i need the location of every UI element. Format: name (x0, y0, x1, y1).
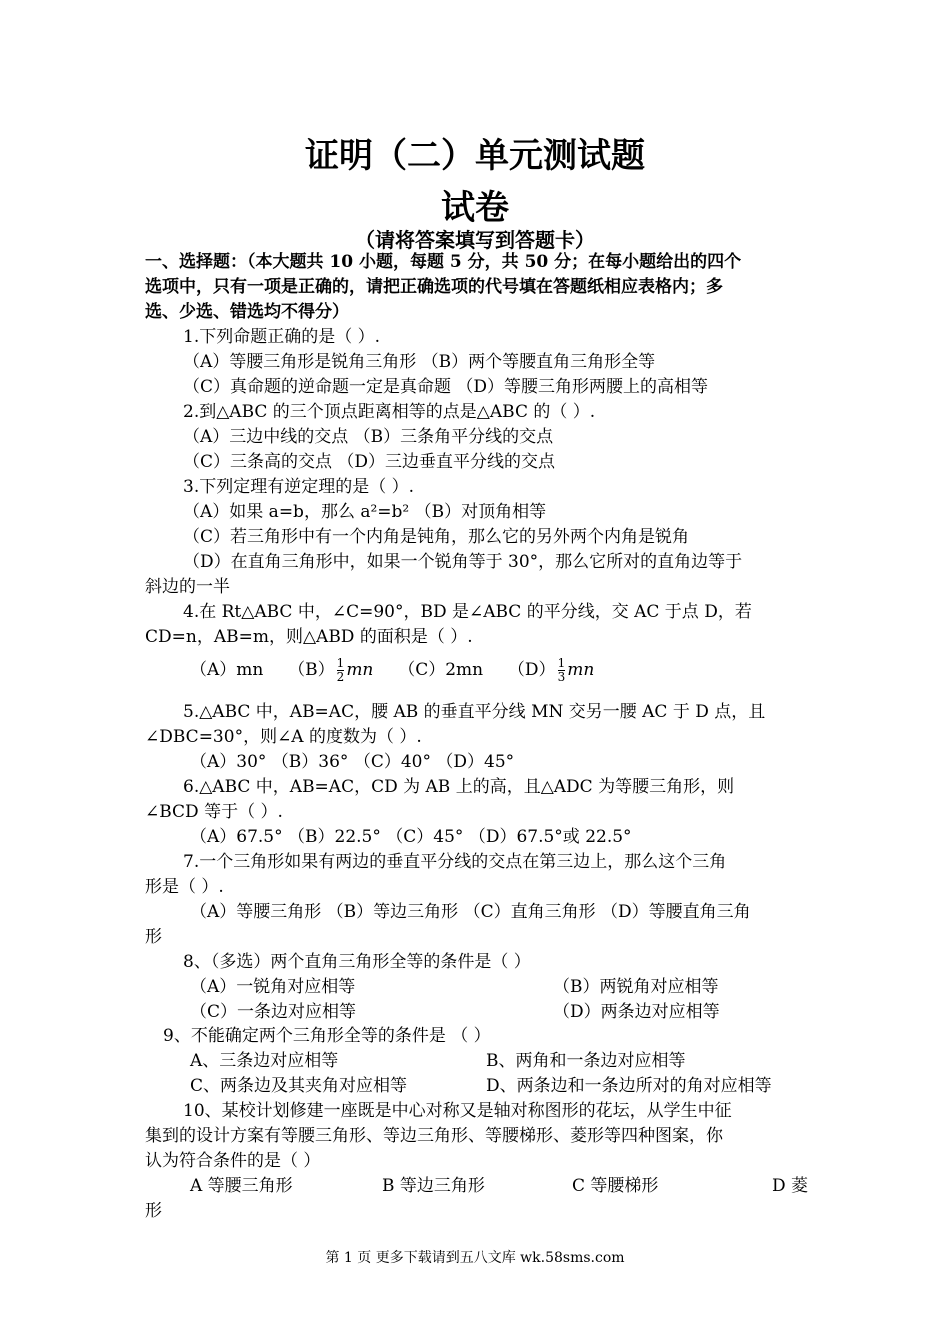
q4-option-b-var: mn (346, 660, 374, 680)
q10-stem-1: 10、某校计划修建一座既是中心对称又是轴对称图形的花坛，从学生中征 (183, 1101, 732, 1121)
q4-option-b-denominator: 2 (336, 670, 345, 684)
q7-options: （A）等腰三角形 （B）等边三角形 （C）直角三角形 （D）等腰直角三角 (190, 902, 751, 922)
q9-stem: 9、不能确定两个三角形全等的条件是 （ ） (163, 1026, 491, 1046)
q4-option-b-numerator: 1 (336, 656, 345, 670)
q6-stem-1: 6.△ABC 中，AB=AC，CD 为 AB 上的高，且△ADC 为等腰三角形，则 (183, 777, 735, 797)
q4-option-d-fraction (558, 657, 566, 684)
q9-option-b: B、两角和一条边对应相等 (486, 1051, 686, 1071)
q3-options-ab: （A）如果 a=b，那么 a²=b² （B）对顶角相等 (183, 502, 547, 522)
q1-options-cd: （C）真命题的逆命题一定是真命题 （D）等腰三角形两腰上的高相等 (183, 377, 709, 397)
q3-option-c: （C）若三角形中有一个内角是钝角，那么它的另外两个内角是锐角 (183, 527, 690, 547)
q5-stem-2: ∠DBC=30°，则∠A 的度数为（ ）. (145, 727, 422, 747)
q3-stem: 3.下列定理有逆定理的是（ ）. (183, 477, 415, 497)
q10-stem-3: 认为符合条件的是（ ） (145, 1151, 321, 1171)
q4-option-b-fraction (337, 657, 345, 684)
q4-options (190, 657, 594, 684)
q1-options-ab: （A）等腰三角形是锐角三角形 （B）两个等腰直角三角形全等 (183, 352, 656, 372)
q10-option-b: B 等边三角形 (382, 1176, 485, 1196)
section-heading-1: 一、选择题：（本大题共 10 小题，每题 5 分，共 50 分；在每小题给出的四个 (145, 252, 742, 272)
q6-stem-2: ∠BCD 等于（ ）. (145, 802, 283, 822)
q3-option-d-cont: 斜边的一半 (145, 577, 230, 597)
section-heading-3: 选、少选、错选均不得分） (145, 302, 349, 322)
section-heading-2: 选项中，只有一项是正确的，请把正确选项的代号填在答题纸相应表格内；多 (145, 277, 723, 297)
q10-stem-2: 集到的设计方案有等腰三角形、等边三角形、等腰梯形、菱形等四种图案，你 (145, 1126, 723, 1146)
page-title: 证明（二）单元测试题 (305, 136, 645, 176)
q9-option-a: A、三条边对应相等 (190, 1051, 339, 1071)
answer-instruction: （请将答案填写到答题卡） (355, 228, 595, 252)
q2-stem: 2.到△ABC 的三个顶点距离相等的点是△ABC 的（ ）. (183, 402, 596, 422)
q4-option-a: （A）mn (190, 660, 264, 680)
q1-stem: 1.下列命题正确的是（ ）. (183, 327, 381, 347)
q6-options: （A）67.5° （B）22.5° （C）45° （D）67.5°或 22.5° (190, 827, 632, 847)
page-footer: 第 1 页 更多下载请到五八文库 wk.58sms.com (325, 1250, 625, 1266)
q10-option-a: A 等腰三角形 (190, 1176, 293, 1196)
q7-stem-1: 7.一个三角形如果有两边的垂直平分线的交点在第三边上，那么这个三角 (183, 852, 727, 872)
q5-stem-1: 5.△ABC 中，AB=AC，腰 AB 的垂直平分线 MN 交另一腰 AC 于 D 点，且 (183, 702, 766, 722)
q10-option-c: C 等腰梯形 (572, 1176, 659, 1196)
q4-option-b: （B） (288, 660, 335, 680)
q3-option-d: （D）在直角三角形中，如果一个锐角等于 30°，那么它所对的直角边等于 (183, 552, 743, 572)
q4-option-c: （C）2mn (398, 660, 484, 680)
q4-option-d-numerator: 1 (557, 656, 566, 670)
q10-option-d-cont: 形 (145, 1201, 162, 1221)
q4-option-d-denominator: 3 (557, 670, 566, 684)
q7-stem-2: 形是（ ）. (145, 877, 224, 897)
q9-option-c: C、两条边及其夹角对应相等 (190, 1076, 408, 1096)
q8-stem: 8、（多选）两个直角三角形全等的条件是（ ） (183, 952, 531, 972)
q4-stem-1: 4.在 Rt△ABC 中，∠C=90°，BD 是∠ABC 的平分线，交 AC 于点 D，若 (183, 602, 752, 622)
q2-options-cd: （C）三条高的交点 （D）三边垂直平分线的交点 (183, 452, 556, 472)
q4-stem-2: CD=n，AB=m，则△ABD 的面积是（ ）. (145, 627, 473, 647)
q8-option-c: （C）一条边对应相等 (190, 1002, 357, 1022)
q8-option-b: （B）两锐角对应相等 (553, 977, 719, 997)
q8-option-d: （D）两条边对应相等 (553, 1002, 720, 1022)
q2-options-ab: （A）三边中线的交点 （B）三条角平分线的交点 (183, 427, 554, 447)
q10-option-d: D 菱 (772, 1176, 809, 1196)
q4-option-d-var: mn (567, 660, 595, 680)
q8-option-a: （A）一锐角对应相等 (190, 977, 356, 997)
q5-options: （A）30° （B）36° （C）40° （D）45° (190, 752, 515, 772)
q4-option-d: （D） (507, 660, 556, 680)
q9-option-d: D、两条边和一条边所对的角对应相等 (486, 1076, 772, 1096)
page-subtitle: 试卷 (441, 188, 509, 228)
q7-options-cont: 形 (145, 927, 162, 947)
